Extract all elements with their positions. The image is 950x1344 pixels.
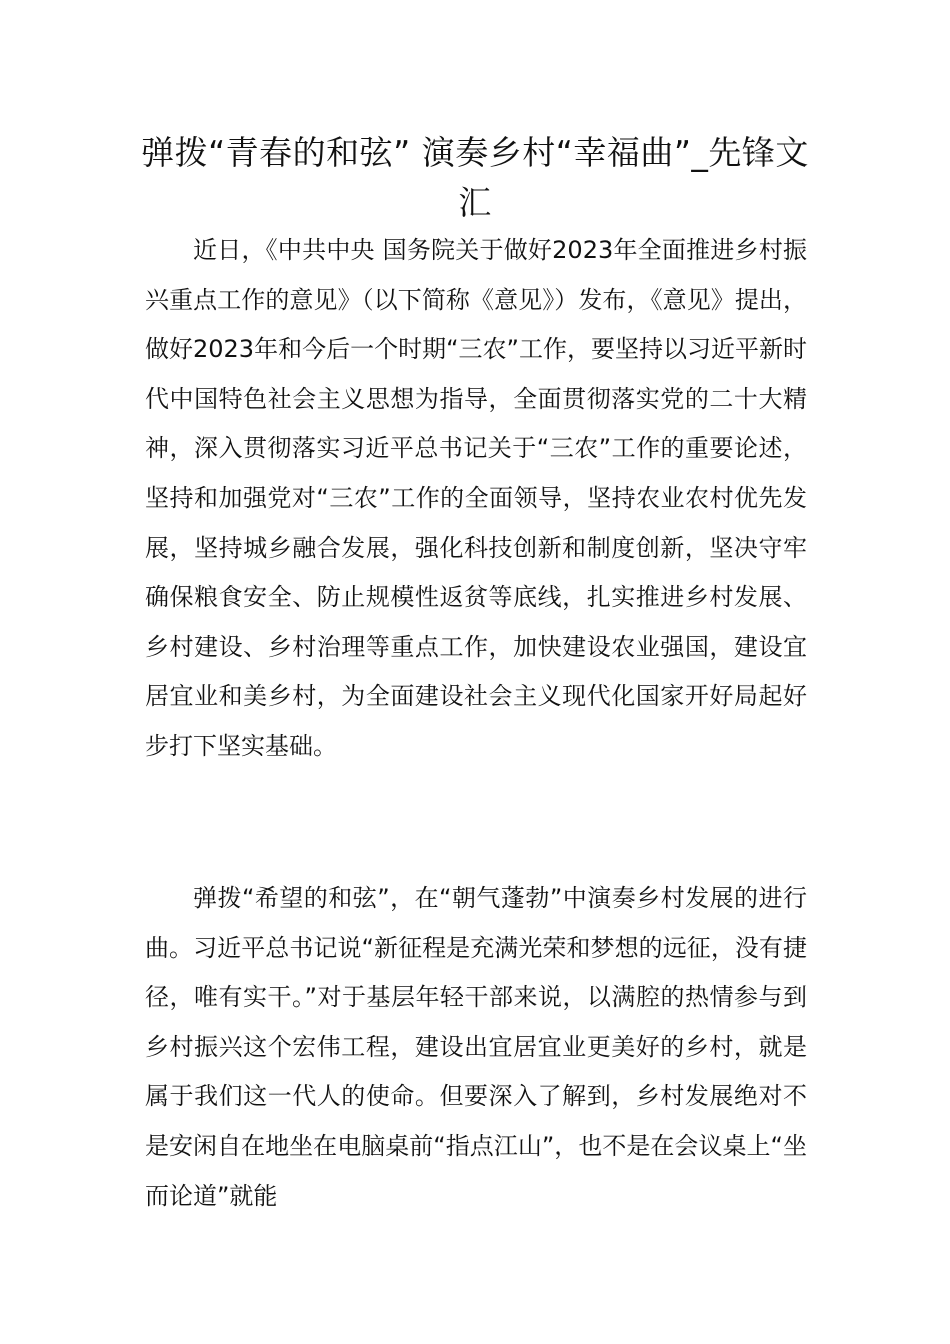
paragraph-1: 近日，《中共中央 国务院关于做好2023年全面推进乡村振兴重点工作的意见》（以下简称《意见》）发布，《意见》提出，做好2023年和今后一个时期“三农”工作，要坚持以习近平新时代中国特色社会主义思想为指导，全面贯彻落实党的二十大精神，深入贯彻落实习近平总书记关于“三农”工作的重要论述，坚持和加强党对“三农”工作的全面领导，坚持农业农村优先发展，坚持城乡融合发展，强化科技创新和制度创新，坚决守牢确保粮食安全、防止规模性返贫等底线，扎实推进乡村发展、乡村建设、乡村治理等重点工作，加快建设农业强国，建设宜居宜业和美乡村，为全面建设社会主义现代化国家开好局起好步打下坚实基础。 (145, 236, 807, 760)
paragraph-2: 弹拨“希望的和弦”，在“朝气蓬勃”中演奏乡村发展的进行曲。习近平总书记说“新征程是充满光荣和梦想的远征，没有捷径，唯有实干。”对于基层年轻干部来说，以满腔的热情参与到乡村振兴这个宏伟工程，建设出宜居宜业更美好的乡村，就是属于我们这一代人的使命。但要深入了解到，乡村发展绝对不是安闲自在地坐在电脑桌前“指点江山”，也不是在会议桌上“坐而论道”就能 (145, 884, 807, 1210)
document-title: 弹拨“青春的和弦” 演奏乡村“幸福曲”_先锋文汇 (141, 133, 809, 222)
